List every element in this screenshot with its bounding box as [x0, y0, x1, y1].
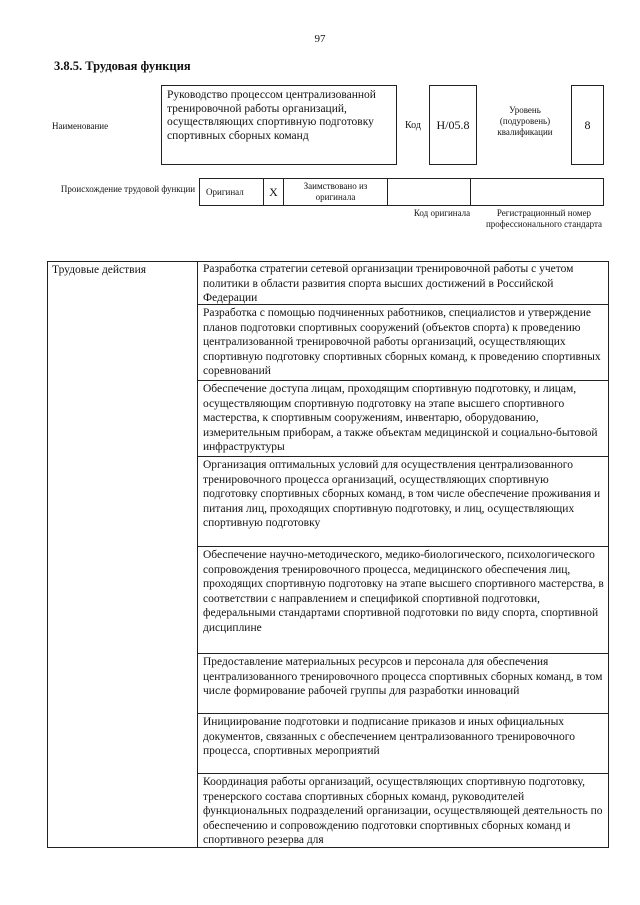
labor-action-item: Инициирование подготовки и подписание приказов и иных официальных документов, связанных с обеспечением централизованного тренировочного процесса, спортивных мероприятий [198, 714, 609, 774]
original-mark: X [264, 179, 284, 205]
labor-action-item: Обеспечение научно-методического, медико-биологического, психологического сопровождения тренировочного процесса, медицинского обеспечения лиц, проходящих спортивную подготовку на этапе высшего спортивного мастерства, в соответствии с направлением и спецификой спортивной подготовки, федеральными стандартами спортивной подготовки по виду спорта, спортивной дисциплине [198, 547, 609, 654]
origin-label: Происхождение трудовой функции [60, 184, 196, 194]
code-original-cell [388, 179, 471, 205]
labor-action-item: Разработка с помощью подчиненных работников, специалистов и утверждение планов подготовки спортивных сооружений (объектов спорта) к проведению централизованной тренировочной работы организаций, осуществляющих спортивную подготовку спортивных сборных команд, к проведению спортивных соревнований [198, 305, 609, 381]
code-original-caption: Код оригинала [413, 208, 471, 218]
borrowed-label: Заимствовано из оригинала [284, 179, 388, 205]
labor-action-item: Координация работы организаций, осуществляющих спортивную подготовку, тренерского состава спортивных сборных команд, руководителей функциональных подразделений организации, осуществляющей деятельность по обеспечению и сопровождению подготовки спортивных сборных команд и спортивного резерва для [203, 776, 603, 846]
qualification-level-value: 8 [571, 85, 604, 165]
qualification-level-label: Уровень (подуровень) квалификации [497, 105, 553, 137]
function-name-value: Руководство процессом централизованной тренировочной работы организаций, осуществляющих спортивную подготовку спортивных сборных команд [161, 85, 397, 165]
origin-row [199, 178, 604, 206]
labor-action-item: Обеспечение доступа лицам, проходящим спортивную подготовку, и лицам, осуществляющим спортивную подготовку на этапе высшего спортивного мастерства, к спортивным сооружениям, инвентарю, оборудованию, измерительным приборам, а также объектам медицинской и социально-бытовой инфраструктуры [198, 381, 609, 457]
code-label: Код [405, 120, 421, 131]
page-number: 97 [314, 33, 326, 45]
reg-number-caption: Регистрационный номер профессионального стандарта [485, 208, 603, 229]
labor-action-item: Организация оптимальных условий для осуществления централизованного тренировочного процесса организаций, осуществляющих спортивную подготовку спортивных сборных команд, в том числе обеспечение проживания и питания лиц, проходящих спортивную подготовку, и лиц, осуществляющих спортивную подготовку [198, 457, 609, 547]
reg-number-cell [471, 179, 603, 205]
name-label: Наименование [52, 121, 109, 131]
labor-actions-label: Трудовые действия [47, 261, 198, 848]
labor-action-item: Разработка стратегии сетевой организации тренировочной работы с учетом политики в области развития спорта высших достижений в Российской Федерации [198, 261, 609, 305]
original-label: Оригинал [200, 179, 264, 205]
code-value: H/05.8 [429, 85, 477, 165]
section-title: 3.8.5. Трудовая функция [54, 59, 191, 73]
labor-actions-list [198, 261, 609, 848]
labor-action-item: Предоставление материальных ресурсов и персонала для обеспечения централизованного тренировочного процесса спортивных сборных команд, в том числе формирование рабочей группы для разработки инноваций [198, 654, 609, 714]
